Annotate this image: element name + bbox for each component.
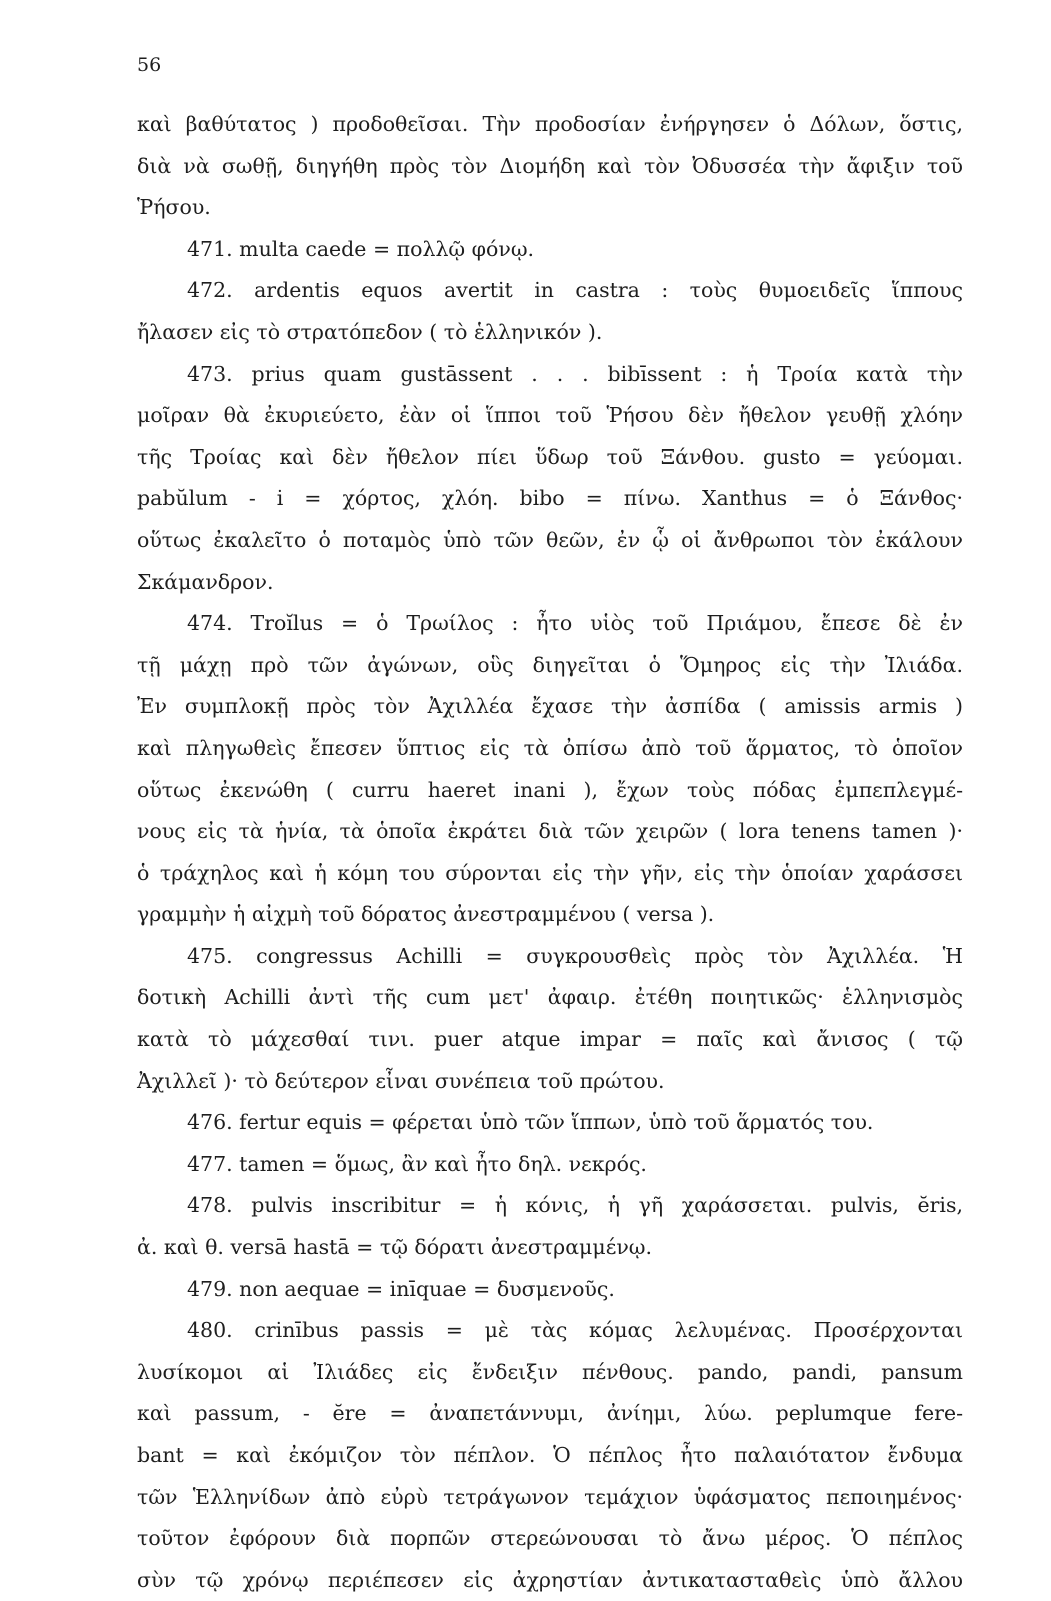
text-line: bant = καὶ ἐκόμιζον τὸν πέπλον. Ὁ πέπλος ἦτο παλαιότατον ἔνδυμα [137,1443,963,1467]
text-line: Ἐν συμπλοκῇ πρὸς τὸν Ἀχιλλέα ἔχασε τὴν ἀσπίδα ( amissis armis ) [137,694,963,719]
text-line: καὶ βαθύτατος ) προδοθεῖσαι. Τὴν προδοσίαν ἐνήργησεν ὁ Δόλων, ὅστις, [137,112,963,136]
text-line: τοῦτον ἐφόρουν διὰ πορπῶν στερεώνουσαι τὸ ἄνω μέρος. Ὁ πέπλος [137,1526,963,1551]
text-line: νους εἰς τὰ ἡνία, τὰ ὁποῖα ἐκράτει διὰ τῶν χειρῶν ( lora tenens tamen )· [137,819,963,844]
text-line: γραμμὴν ἡ αἰχμὴ τοῦ δόρατος ἀνεστραμμένου ( versa ). [137,902,715,927]
text-line: 472. ardentis equos avertit in castra : τοὺς θυμοειδεῖς ἵππους [187,278,963,303]
text-line: 477. tamen = ὅμως, ἂν καὶ ἦτο δηλ. νεκρός. [187,1151,647,1176]
text-line: 478. pulvis inscribitur = ἡ κόνις, ἡ γῆ χαράσσεται. pulvis, ĕris, [187,1193,963,1218]
text-line: καὶ passum, - ĕre = ἀναπετάννυμι, ἀνίημι, λύω. peplumque fere- [137,1401,963,1426]
text-line: οὕτως ἐκαλεῖτο ὁ ποταμὸς ὑπὸ τῶν θεῶν, ἐν ᾧ οἱ ἄνθρωποι τὸν ἐκάλουν [137,527,963,552]
page-number: 56 [137,54,162,76]
text-line: δοτικὴ Achilli ἀντὶ τῆς cum μετ' ἀφαιρ. ἐτέθη ποιητικῶς· ἑλληνισμὸς [137,985,963,1010]
commentary-text [137,104,963,1601]
text-line: 479. non aequae = inīquae = δυσμενοῦς. [187,1276,615,1301]
text-line: τῇ μάχῃ πρὸ τῶν ἀγώνων, οὓς διηγεῖται ὁ Ὅμηρος εἰς τὴν Ἰλιάδα. [137,652,963,677]
text-line: 474. Troĭlus = ὁ Τρωίλος : ἦτο υἱὸς τοῦ Πριάμου, ἔπεσε δὲ ἐν [187,611,963,636]
text-line: σὺν τῷ χρόνῳ περιέπεσεν εἰς ἀχρηστίαν ἀντικατασταθεὶς ὑπὸ ἄλλου [137,1567,963,1592]
text-line: 476. fertur equis = φέρεται ὑπὸ τῶν ἵππων, ὑπὸ τοῦ ἅρματός του. [187,1110,874,1135]
text-line: τῆς Τροίας καὶ δὲν ἤθελον πίει ὕδωρ τοῦ Ξάνθου. gusto = γεύομαι. [137,444,963,469]
text-line: Ἀχιλλεῖ )· τὸ δεύτερον εἶναι συνέπεια τοῦ πρώτου. [137,1068,665,1093]
text-line: Σκάμανδρον. [137,569,274,594]
text-line: pabŭlum - i = χόρτος, χλόη. bibo = πίνω. Xanthus = ὁ Ξάνθος· [137,486,963,511]
text-line: λυσίκομοι αἱ Ἰλιάδες εἰς ἔνδειξιν πένθους. pando, pandi, pansum [137,1359,963,1384]
text-line: 480. crinībus passis = μὲ τὰς κόμας λελυμένας. Προσέρχονται [187,1318,963,1343]
text-line: καὶ πληγωθεὶς ἔπεσεν ὕπτιος εἰς τὰ ὀπίσω ἀπὸ τοῦ ἅρματος, τὸ ὁποῖον [137,735,963,760]
text-line: Ῥήσου. [137,195,211,220]
text-line: 471. multa caede = πολλῷ φόνῳ. [187,236,535,261]
text-line: ἀ. καὶ θ. versā hastā = τῷ δόρατι ἀνεστραμμένῳ. [137,1235,653,1260]
text-line: 475. congressus Achilli = συγκρουσθεὶς πρὸς τὸν Ἀχιλλέα. Ἡ [187,943,963,968]
text-line: μοῖραν θὰ ἐκυριεύετο, ἐὰν οἱ ἵπποι τοῦ Ῥήσου δὲν ἤθελον γευθῇ χλόην [137,403,963,428]
text-line: οὕτως ἐκενώθη ( curru haeret inani ), ἔχων τοὺς πόδας ἐμπεπλεγμέ- [137,777,963,802]
text-line: 473. prius quam gustāssent . . . bibīssent : ἡ Τροία κατὰ τὴν [187,361,963,386]
text-line: κατὰ τὸ μάχεσθαί τινι. puer atque impar = παῖς καὶ ἄνισος ( τῷ [137,1027,963,1052]
text-line: ἤλασεν εἰς τὸ στρατόπεδον ( τὸ ἑλληνικόν ). [137,319,603,344]
text-line: διὰ νὰ σωθῇ, διηγήθη πρὸς τὸν Διομήδη καὶ τὸν Ὀδυσσέα τὴν ἄφιξιν τοῦ [137,153,963,178]
text-line: τῶν Ἑλληνίδων ἀπὸ εὐρὺ τετράγωνον τεμάχιον ὑφάσματος πεποιημένος· [137,1484,963,1509]
text-line: ὁ τράχηλος καὶ ἡ κόμη του σύρονται εἰς τὴν γῆν, εἰς τὴν ὁποίαν χαράσσει [137,860,963,885]
